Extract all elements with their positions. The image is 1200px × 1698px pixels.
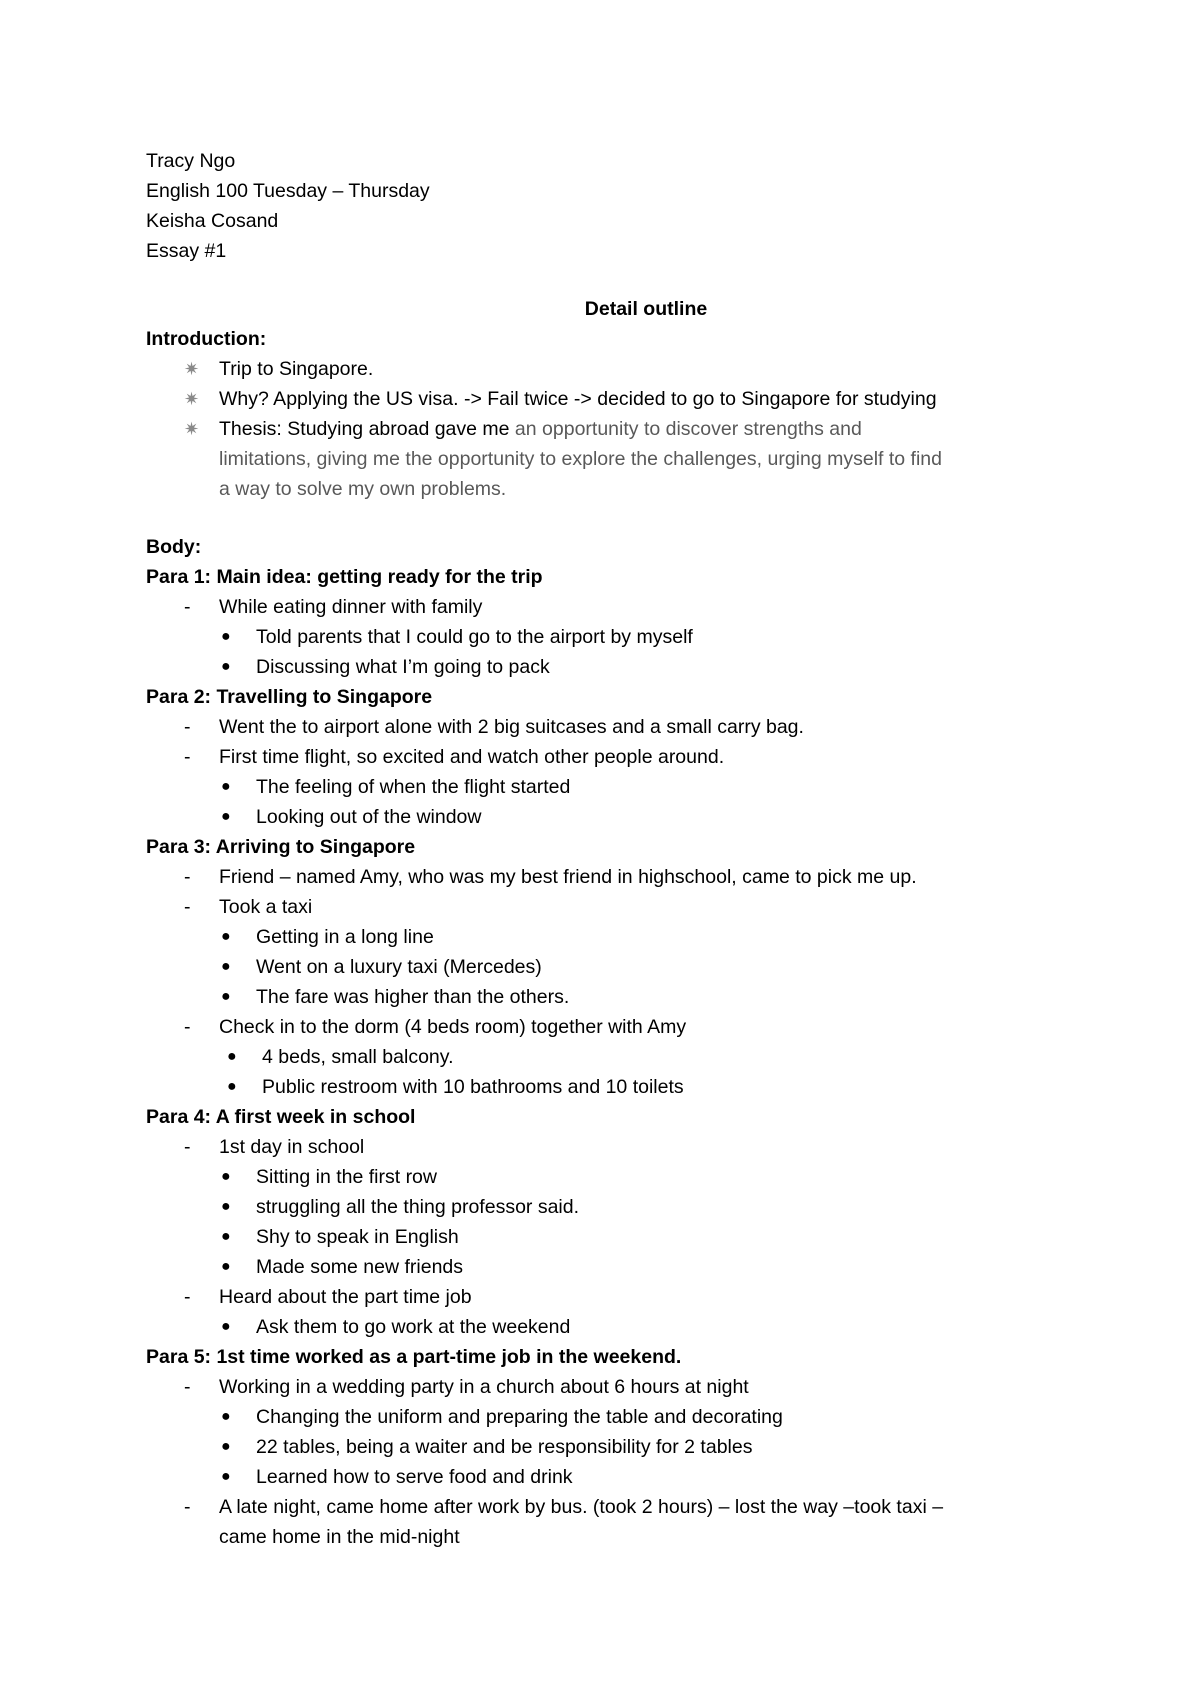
thesis-text-3: a way to solve my own problems.: [219, 478, 507, 500]
list-item: [146, 1012, 1086, 1042]
list-item: [146, 1132, 1086, 1162]
list-item-text: A late night, came home after work by bus. (took 2 hours) – lost the way –took taxi –: [219, 1496, 944, 1518]
para-heading: Para 5: 1st time worked as a part-time job in the weekend.: [146, 1346, 682, 1368]
sub-list-item: [146, 922, 1086, 952]
dot-bullet-icon: ●: [221, 1168, 231, 1185]
list-item-text: While eating dinner with family: [219, 596, 483, 618]
intro-item-text: Why? Applying the US visa. -> Fail twice -> decided to go to Singapore for studying: [219, 388, 937, 410]
dot-bullet-icon: ●: [221, 1438, 231, 1455]
sub-item-text: The fare was higher than the others.: [256, 986, 570, 1008]
intro-item: [146, 384, 1086, 414]
list-item-text: Check in to the dorm (4 beds room) together with Amy: [219, 1016, 687, 1038]
dot-bullet-icon: ●: [221, 988, 231, 1005]
sub-item-text: Discussing what I’m going to pack: [256, 656, 550, 678]
sub-list-item: [146, 982, 1086, 1012]
dash-bullet-icon: -: [184, 1376, 191, 1398]
sub-item-text: Went on a luxury taxi (Mercedes): [256, 956, 542, 978]
assignment-name: Essay #1: [146, 240, 227, 262]
course-name: English 100 Tuesday – Thursday: [146, 180, 430, 202]
sub-list-item: [146, 802, 1086, 832]
list-item: [146, 862, 1086, 892]
spacer: [146, 504, 1086, 532]
sub-list-item: [146, 1312, 1086, 1342]
dash-bullet-icon: -: [184, 596, 191, 618]
list-item-continuation: came home in the mid-night: [219, 1526, 460, 1548]
thesis-text-1: an opportunity to discover strengths and: [509, 418, 862, 440]
list-item: [146, 592, 1086, 622]
introduction-heading: Introduction:: [146, 328, 267, 350]
dot-bullet-icon: ●: [221, 778, 231, 795]
list-item-text: First time flight, so excited and watch other people around.: [219, 746, 725, 768]
sub-item-text: Changing the uniform and preparing the table and decorating: [256, 1406, 783, 1428]
dash-bullet-icon: -: [184, 716, 191, 738]
dot-bullet-icon: ●: [227, 1078, 237, 1095]
sub-list-item: [146, 1432, 1086, 1462]
dot-bullet-icon: ●: [227, 1048, 237, 1065]
para-heading: Para 1: Main idea: getting ready for the trip: [146, 566, 543, 588]
dash-bullet-icon: -: [184, 746, 191, 768]
dash-bullet-icon: -: [184, 896, 191, 918]
dash-bullet-icon: -: [184, 1136, 191, 1158]
dot-bullet-icon: ●: [221, 1228, 231, 1245]
dot-bullet-icon: ●: [221, 1258, 231, 1275]
author-name: Tracy Ngo: [146, 150, 236, 172]
dot-bullet-icon: ●: [221, 1468, 231, 1485]
sub-list-item: [146, 1042, 1086, 1072]
list-item: [146, 712, 1086, 742]
sub-list-item: [146, 1192, 1086, 1222]
dot-bullet-icon: ●: [221, 808, 231, 825]
dash-bullet-icon: -: [184, 1286, 191, 1308]
para-heading: Para 4: A first week in school: [146, 1106, 416, 1128]
intro-item: [146, 354, 1086, 384]
dot-bullet-icon: ●: [221, 928, 231, 945]
sub-item-text: Getting in a long line: [256, 926, 434, 948]
list-item: [146, 1372, 1086, 1402]
para-heading: Para 2: Travelling to Singapore: [146, 686, 433, 708]
body-heading: Body:: [146, 536, 202, 558]
sub-list-item: [146, 772, 1086, 802]
list-item-text: Went the to airport alone with 2 big suitcases and a small carry bag.: [219, 716, 804, 738]
sub-list-item: [146, 1402, 1086, 1432]
sub-item-text: Made some new friends: [256, 1256, 464, 1278]
list-item-text: Took a taxi: [219, 896, 313, 918]
sub-item-text: Public restroom with 10 bathrooms and 10 toilets: [262, 1076, 684, 1098]
sub-list-item: [146, 1462, 1086, 1492]
sub-item-text: Shy to speak in English: [256, 1226, 459, 1248]
sub-list-item: [146, 952, 1086, 982]
list-item: [146, 1492, 1086, 1522]
sub-item-text: 22 tables, being a waiter and be responsibility for 2 tables: [256, 1436, 753, 1458]
intro-item-text: Trip to Singapore.: [219, 358, 374, 380]
dot-bullet-icon: ●: [221, 658, 231, 675]
document-content: [146, 146, 1086, 1552]
sub-list-item: [146, 1072, 1086, 1102]
instructor-name: Keisha Cosand: [146, 210, 279, 232]
thesis-lead: Thesis: Studying abroad gave me: [219, 418, 510, 440]
para-heading: Para 3: Arriving to Singapore: [146, 836, 416, 858]
sub-item-text: 4 beds, small balcony.: [262, 1046, 454, 1068]
dot-bullet-icon: ●: [221, 1408, 231, 1425]
sub-list-item: [146, 1222, 1086, 1252]
sub-list-item: [146, 622, 1086, 652]
dash-bullet-icon: -: [184, 1496, 191, 1518]
dot-bullet-icon: ●: [221, 958, 231, 975]
dash-bullet-icon: -: [184, 866, 191, 888]
list-item: [146, 892, 1086, 922]
list-item-text: Heard about the part time job: [219, 1286, 472, 1308]
star-bullet-icon: ✷: [184, 419, 200, 439]
document-title: Detail outline: [584, 298, 708, 320]
sub-list-item: [146, 652, 1086, 682]
dash-bullet-icon: -: [184, 1016, 191, 1038]
thesis-item: [146, 414, 1086, 444]
spacer: [146, 266, 1086, 294]
list-item-text: Working in a wedding party in a church about 6 hours at night: [219, 1376, 749, 1398]
sub-item-text: Sitting in the first row: [256, 1166, 437, 1188]
dot-bullet-icon: ●: [221, 1318, 231, 1335]
sub-item-text: Ask them to go work at the weekend: [256, 1316, 571, 1338]
list-item: [146, 1282, 1086, 1312]
thesis-text-2: limitations, giving me the opportunity to explore the challenges, urging myself to find: [219, 448, 942, 470]
list-item-text: 1st day in school: [219, 1136, 365, 1158]
sub-item-text: Told parents that I could go to the airport by myself: [256, 626, 693, 648]
sub-item-text: Looking out of the window: [256, 806, 482, 828]
dot-bullet-icon: ●: [221, 628, 231, 645]
sub-list-item: [146, 1162, 1086, 1192]
list-item: [146, 742, 1086, 772]
sub-list-item: [146, 1252, 1086, 1282]
sub-item-text: struggling all the thing professor said.: [256, 1196, 580, 1218]
star-bullet-icon: ✷: [184, 389, 200, 409]
sub-item-text: Learned how to serve food and drink: [256, 1466, 573, 1488]
star-bullet-icon: ✷: [184, 359, 200, 379]
dot-bullet-icon: ●: [221, 1198, 231, 1215]
list-item-text: Friend – named Amy, who was my best friend in highschool, came to pick me up.: [219, 866, 917, 888]
sub-item-text: The feeling of when the flight started: [256, 776, 571, 798]
